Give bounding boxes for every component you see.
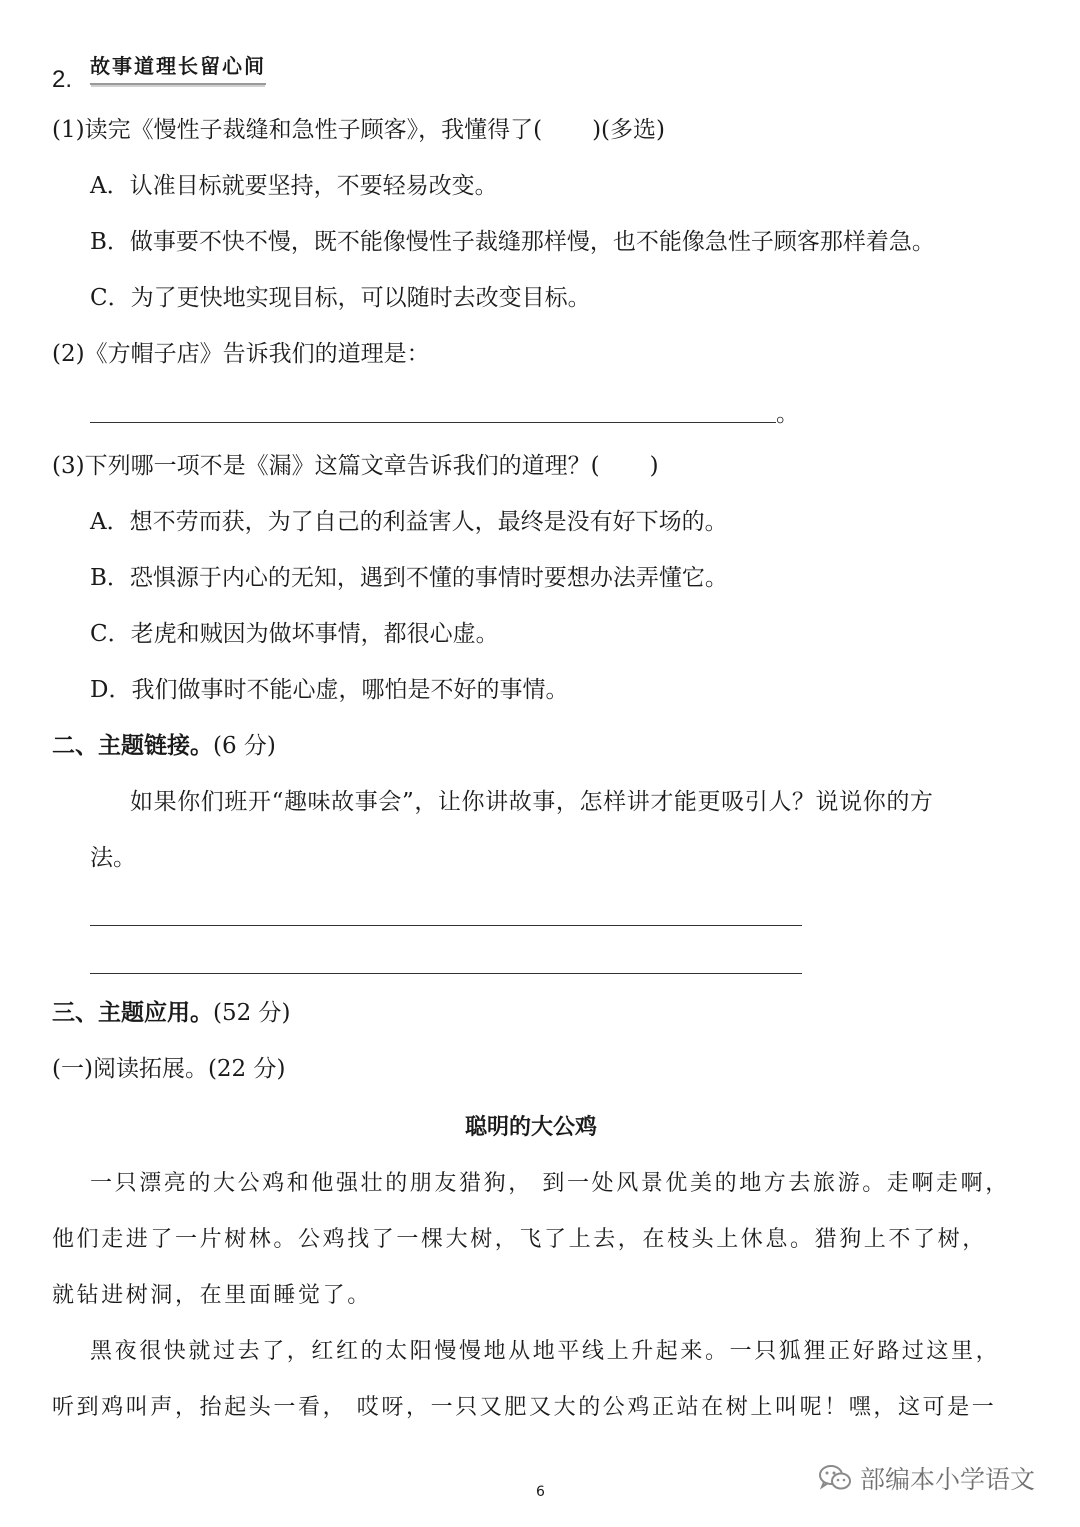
question-3-stem bbox=[52, 450, 659, 482]
question-1-text: (1)读完《慢性子裁缝和急性子顾客》，我懂得了( bbox=[52, 117, 543, 143]
q1-option-c: C．为了更快地实现目标，可以随时去改变目标。 bbox=[90, 285, 591, 311]
q3-option-a: A．想不劳而获，为了自己的利益害人，最终是没有好下场的。 bbox=[90, 509, 728, 535]
answer-end-mark: 。 bbox=[776, 401, 799, 427]
part-3-subsection: (一)阅读拓展。(22 分) bbox=[52, 1056, 286, 1082]
story-title: 聪明的大公鸡 bbox=[465, 1115, 598, 1140]
page-number: 6 bbox=[536, 1484, 545, 1500]
answer-line[interactable] bbox=[90, 422, 776, 423]
question-1-stem bbox=[52, 114, 665, 146]
section-number: 2. bbox=[52, 66, 73, 93]
question-1-note: )(多选) bbox=[592, 117, 665, 143]
story-line-2: 他们走进了一片树林。公鸡找了一棵大树，飞了上去，在枝头上休息。猎狗上不了树， bbox=[52, 1227, 987, 1252]
answer-line[interactable] bbox=[90, 973, 802, 974]
story-line-1: 一只漂亮的大公鸡和他强壮的朋友猎狗， 到一处风景优美的地方去旅游。走啊走啊， bbox=[90, 1171, 1010, 1196]
part-3-title: 三、主题应用。 bbox=[52, 1000, 213, 1026]
question-3-text: (3)下列哪一项不是《漏》这篇文章告诉我们的道理？( bbox=[52, 453, 600, 479]
q1-option-a: A．认准目标就要坚持，不要轻易改变。 bbox=[90, 173, 498, 199]
q3-option-d: D．我们做事时不能心虚，哪怕是不好的事情。 bbox=[90, 677, 569, 703]
part-2-heading bbox=[52, 730, 276, 762]
story-line-5: 听到鸡叫声，抬起头一看， 哎呀，一只又肥又大的公鸡正站在树上叫呢！嘿，这可是一 bbox=[52, 1395, 997, 1420]
wechat-icon bbox=[818, 1464, 852, 1492]
story-line-3: 就钻进树洞，在里面睡觉了。 bbox=[52, 1283, 372, 1308]
part-2-prompt-line-1: 如果你们班开“趣味故事会”，让你讲故事，怎样讲才能更吸引人？说说你的方 bbox=[130, 789, 934, 815]
part-3-score: (52 分) bbox=[213, 1000, 291, 1026]
part-3-heading bbox=[52, 997, 291, 1029]
watermark bbox=[818, 1460, 1035, 1496]
part-2-score: (6 分) bbox=[213, 733, 276, 759]
section-heading: 故事道理长留心间 bbox=[90, 50, 266, 85]
answer-line[interactable] bbox=[90, 925, 802, 926]
question-3-close: ) bbox=[649, 453, 659, 479]
q3-option-b: B．恐惧源于内心的无知，遇到不懂的事情时要想办法弄懂它。 bbox=[90, 565, 728, 591]
part-2-title: 二、主题链接。 bbox=[52, 733, 213, 759]
q3-option-c: C．老虎和贼因为做坏事情，都很心虚。 bbox=[90, 621, 499, 647]
story-line-4: 黑夜很快就过去了，红红的太阳慢慢地从地平线上升起来。一只狐狸正好路过这里， bbox=[90, 1339, 1001, 1364]
part-2-prompt-line-2: 法。 bbox=[90, 845, 136, 871]
watermark-text: 部编本小学语文 bbox=[860, 1465, 1036, 1494]
question-2-stem: (2)《方帽子店》告诉我们的道理是： bbox=[52, 341, 430, 367]
q1-option-b: B．做事要不快不慢，既不能像慢性子裁缝那样慢，也不能像急性子顾客那样着急。 bbox=[90, 229, 935, 255]
